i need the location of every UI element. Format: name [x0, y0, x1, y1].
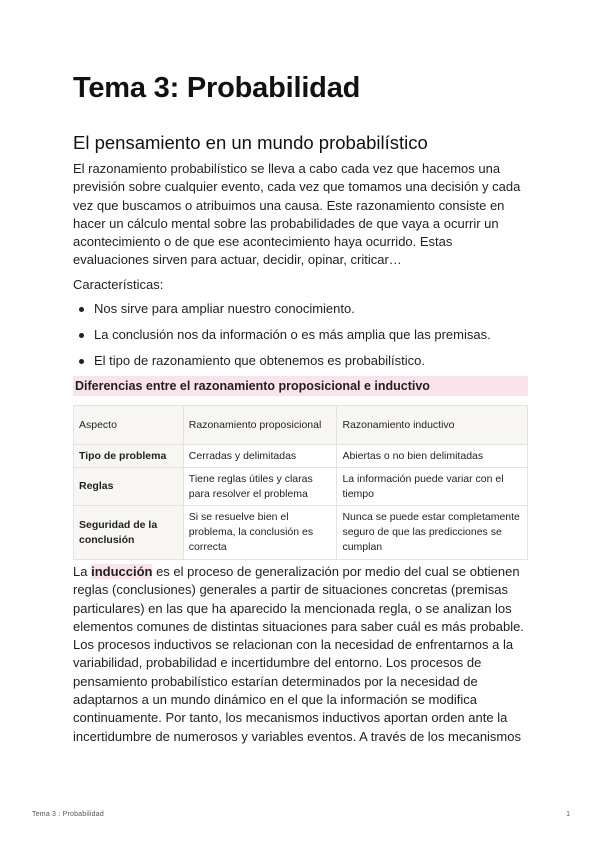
table-cell: Nunca se puede estar completamente seguro de que las predicciones se cumplan [337, 506, 528, 560]
induction-paragraph [73, 563, 533, 746]
paragraph-prefix: La [73, 564, 92, 579]
table-row [74, 468, 528, 506]
section-heading: El pensamiento en un mundo probabilístico [73, 132, 428, 153]
table-header-cell: Razonamiento inductivo [337, 406, 528, 445]
list-item: El tipo de razonamiento que obtenemos es probabilístico. [73, 352, 533, 378]
list-item: La conclusión nos da información o es más amplia que las premisas. [73, 326, 533, 352]
table-header-cell: Aspecto [74, 406, 184, 445]
table-cell: Cerradas y delimitadas [183, 445, 337, 468]
table-row-header: Tipo de problema [74, 445, 184, 468]
table-header-cell: Razonamiento proposicional [183, 406, 337, 445]
page-title: Tema 3: Probabilidad [73, 72, 361, 104]
list-item: Nos sirve para ampliar nuestro conocimiento. [73, 300, 533, 326]
table-cell: La información puede variar con el tiempo [337, 468, 528, 506]
table-row [74, 445, 528, 468]
comparison-table [73, 405, 528, 560]
page-number: 1 [566, 811, 570, 818]
table-row-header: Seguridad de la conclusión [74, 506, 184, 560]
table-cell: Tiene reglas útiles y claras para resolver el problema [183, 468, 337, 506]
table-cell: Si se resuelve bien el problema, la conclusión es correcta [183, 506, 337, 560]
table-row [74, 506, 528, 560]
differences-subheading: Diferencias entre el razonamiento proposicional e inductivo [73, 376, 528, 396]
characteristics-label: Características: [73, 277, 164, 292]
table-cell: Abiertas o no bien delimitadas [337, 445, 528, 468]
table-header-row [74, 406, 528, 445]
characteristics-list [73, 300, 533, 378]
highlighted-term: inducción [91, 564, 153, 579]
table-row-header: Reglas [74, 468, 184, 506]
intro-paragraph: El razonamiento probabilístico se lleva a cabo cada vez que hacemos una previsión sobre cualquier evento, cada vez que tomamos una decisión y cada vez que buscamos o atribuimos una causa. Este razonamiento consiste en hacer un cálculo mental sobre las probabilidades de que vaya a ocurrir un acontecimiento o de que ese acontecimiento haya ocurrido. Estas evaluaciones sirven para actuar, decidir, opinar, criticar… [73, 161, 521, 268]
footer-title: Tema 3 : Probabilidad [32, 811, 104, 818]
paragraph-body: es el proceso de generalización por medio del cual se obtienen reglas (conclusiones) generales a partir de situaciones concretas (premisas particulares) en las que ha aparecido la mencionada regla, o se analizan los elementos comunes de distintas situaciones para saber cuál es más probable. Los procesos inductivos se relacionan con la necesidad de enfrentarnos a la variabilidad, probabilidad e incertidumbre del entorno. Los procesos de pensamiento probabilístico estarían determinados por la necesidad de adaptarnos a un mundo dinámico en el que la información se modifica continuamente. Por tanto, los mecanismos inductivos aportan orden ante la incertidumbre de numerosos y variables eventos. A través de los mecanismos [73, 564, 524, 744]
